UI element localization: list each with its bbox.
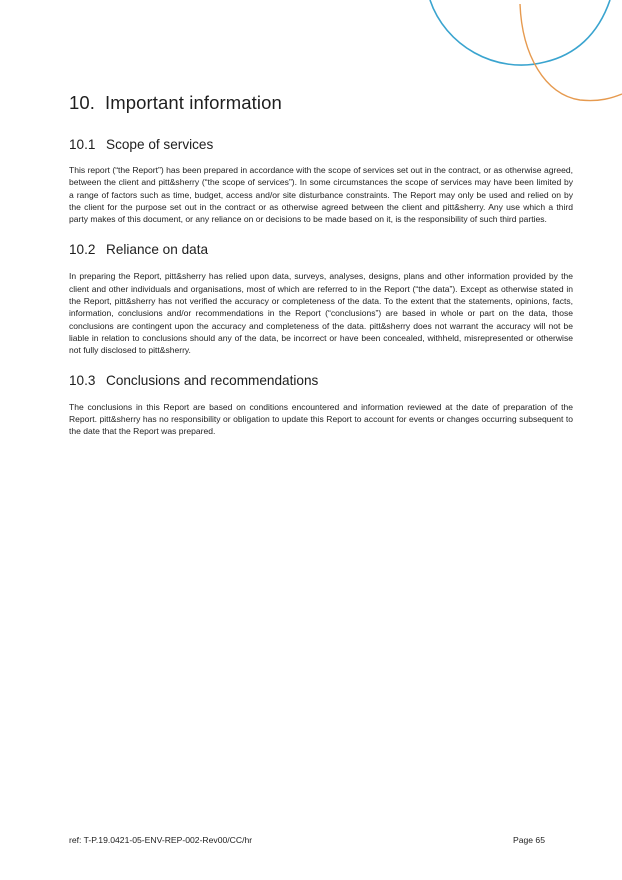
page-title [69,92,573,114]
section-title: Reliance on data [106,242,209,258]
document-reference: ref: T-P.19.0421-05-ENV-REP-002-Rev00/CC/hr [69,835,253,845]
section-heading-scope [69,137,573,152]
section-body-scope: This report (“the Report”) has been prepared in accordance with the scope of services set out in the contract, or as otherwise agreed, between the client and pitt&sherry (“the scope of services”). In some circumstances the scope of services may have been limited by a range of factors such as time, budget, access and/or site disturbance constraints. The Report may only be used and relied on by the client for the purpose set out in the contract or as otherwise agreed between the client and pitt&sherry. Any use which a third party makes of this document, or any reliance on or decisions to be made based on it, is the responsibility of such third parties. [69,165,573,225]
section-title: Scope of services [106,137,214,152]
title-number: 10. [69,92,96,113]
section-body-reliance: In preparing the Report, pitt&sherry has relied upon data, surveys, analyses, designs, plans and other information provided by the client and other individuals and organisations, most of which are referred to in the Report (“the data”). Except as otherwise stated in the Report, pitt&sherry has not verified the accuracy or completeness of the data. To the extent that the statements, opinions, facts, information, conclusions and/or recommendations in the Report (“conclusions”) are based in whole or part on the data, those conclusions are contingent upon the accuracy and completeness of the data. pitt&sherry does not warrant the accuracy will not be liable in relation to conclusions should any of the data, be incorrect or have been concealed, withheld, misrepresented or otherwise not fully disclosed to pitt&sherry. [69,271,573,356]
page-footer [69,835,545,845]
section-body-conclusions: The conclusions in this Report are based on conditions encountered and information reviewed at the date of preparation of the Report. pitt&sherry has no responsibility or obligation to update this Report to account for events or changes occurring subsequent to the date that the Report was prepared. [69,401,573,437]
section-number: 10.1 [69,137,96,152]
section-title: Conclusions and recommendations [106,372,319,388]
section-number: 10.2 [69,242,96,258]
page-number: Page 65 [512,835,545,845]
main-content [69,92,573,437]
title-text: Important information [105,92,282,113]
section-number: 10.3 [69,372,96,388]
section-heading-reliance [69,242,573,257]
section-heading-conclusions [69,373,573,388]
